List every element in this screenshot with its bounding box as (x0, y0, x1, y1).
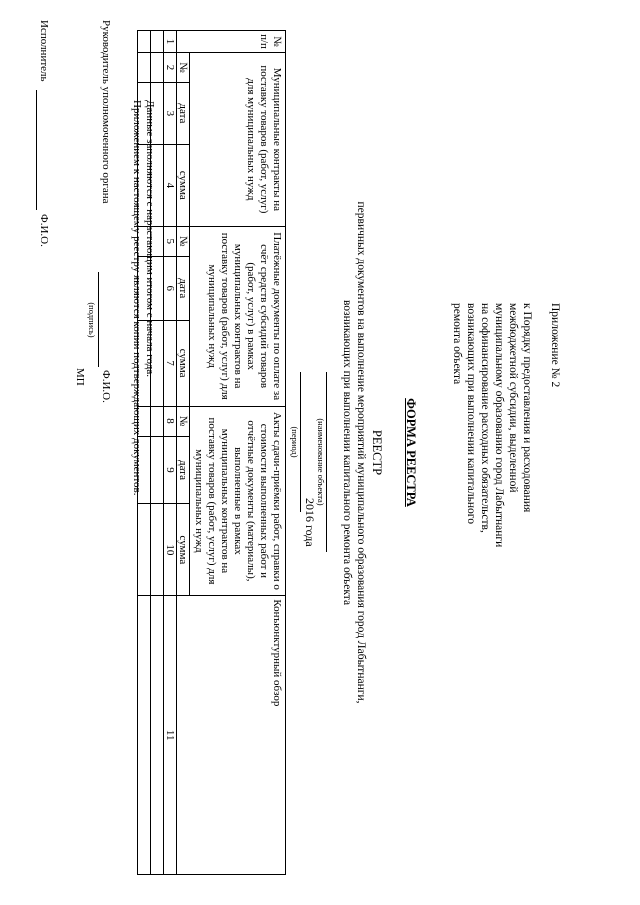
table-cell (151, 596, 164, 875)
sign-caption: (подпись) (87, 302, 97, 338)
column-number: 4 (164, 144, 177, 226)
registry-table (137, 30, 286, 875)
payments-header: Платёжные документы по оплате за счёт средств субсидий товаров (работ, услуг) в рамках муниципальных контрактов на поставку товаров (работ, услуг) для муниципальных нужд (190, 226, 286, 406)
registry-subtitle-line: возникающих при выполнении капитального ремонта объекта (341, 299, 353, 606)
acts-header: Акты сдачи-приёмки работ, справки о стоимости выполненных работ и отчётные документы (материалы), выполненные в рамках муниципальных контрактов на поставку товаров (работ, услуг) для муниципальных нужд (190, 406, 286, 596)
table-cell (138, 596, 151, 875)
column-number: 3 (164, 82, 177, 144)
stamp-mark: МП (74, 368, 86, 386)
executor-fio: Ф.И.О. (38, 214, 50, 247)
column-number: 11 (164, 596, 177, 875)
subheader-sum: сумма (177, 144, 190, 226)
subheader-no: № (177, 406, 190, 436)
column-number: 5 (164, 226, 177, 256)
form-title: ФОРМА РЕЕСТРА (404, 398, 418, 507)
appendix-line: к Порядку предоставления и расходования (521, 303, 533, 513)
column-number: 10 (164, 504, 177, 596)
market-review-header: Конъюнктурный обзор (177, 596, 286, 875)
table-cell (138, 31, 151, 53)
appendix-line: муниципальному образованию город Лабытнанги (493, 303, 505, 548)
executor-label: Исполнитель (38, 20, 50, 82)
appendix-block (450, 55, 562, 547)
column-number: 9 (164, 436, 177, 504)
table-cell (151, 31, 164, 53)
object-name-line (326, 372, 327, 552)
registry-subtitle-line: первичных документов на выполнение мероприятий муниципального образования город Лабытнанги, (355, 201, 367, 704)
table-cell (138, 52, 151, 82)
note-line: Данные заполняются с нарастающим итогом с начала года. (144, 100, 156, 377)
registry-title: РЕЕСТР (370, 429, 384, 476)
executor-line (36, 90, 37, 210)
subheader-sum: сумма (177, 320, 190, 406)
column-number: 6 (164, 256, 177, 320)
subheader-date: дата (177, 436, 190, 504)
column-number: 8 (164, 406, 177, 436)
column-number: 7 (164, 320, 177, 406)
contracts-header: Муниципальные контракты на поставку товаров (работ, услуг) для муниципальных нужд (190, 52, 286, 226)
appendix-line: на софинансирование расходных обязательств, (479, 303, 491, 533)
column-number: 1 (164, 31, 177, 53)
column-number: 2 (164, 52, 177, 82)
subheader-date: дата (177, 82, 190, 144)
notes-block (130, 100, 156, 495)
subheader-no: № (177, 52, 190, 82)
object-caption: (наименование объекта) (316, 418, 326, 506)
year-text: 2016 года (303, 498, 317, 547)
subheader-no: № (177, 226, 190, 256)
number-row (164, 31, 177, 875)
table-cell (138, 504, 151, 596)
table-cell (151, 504, 164, 596)
subheader-sum: сумма (177, 504, 190, 596)
period-line (300, 372, 301, 512)
table-cell (151, 52, 164, 82)
period-caption: (период) (290, 426, 300, 458)
header-row (190, 31, 286, 875)
head-fio: Ф.И.О. (100, 370, 112, 403)
appendix-line: межбюджетной субсидии, выделенной (507, 303, 519, 493)
appendix-line: ремонта объекта (451, 303, 463, 385)
registry-subtitle (340, 0, 368, 905)
subheader-date: дата (177, 256, 190, 320)
appendix-number: Приложение № 2 (549, 303, 561, 388)
note-line: Приложением к настоящему реестру являются копии подтверждающих документов. (131, 100, 143, 496)
head-label: Руководитель уполномоченного органа (100, 20, 112, 204)
head-signature-line (98, 272, 99, 367)
col-num-header: № п/п (177, 31, 286, 53)
appendix-line: возникающих при выполнении капитального (465, 303, 477, 524)
